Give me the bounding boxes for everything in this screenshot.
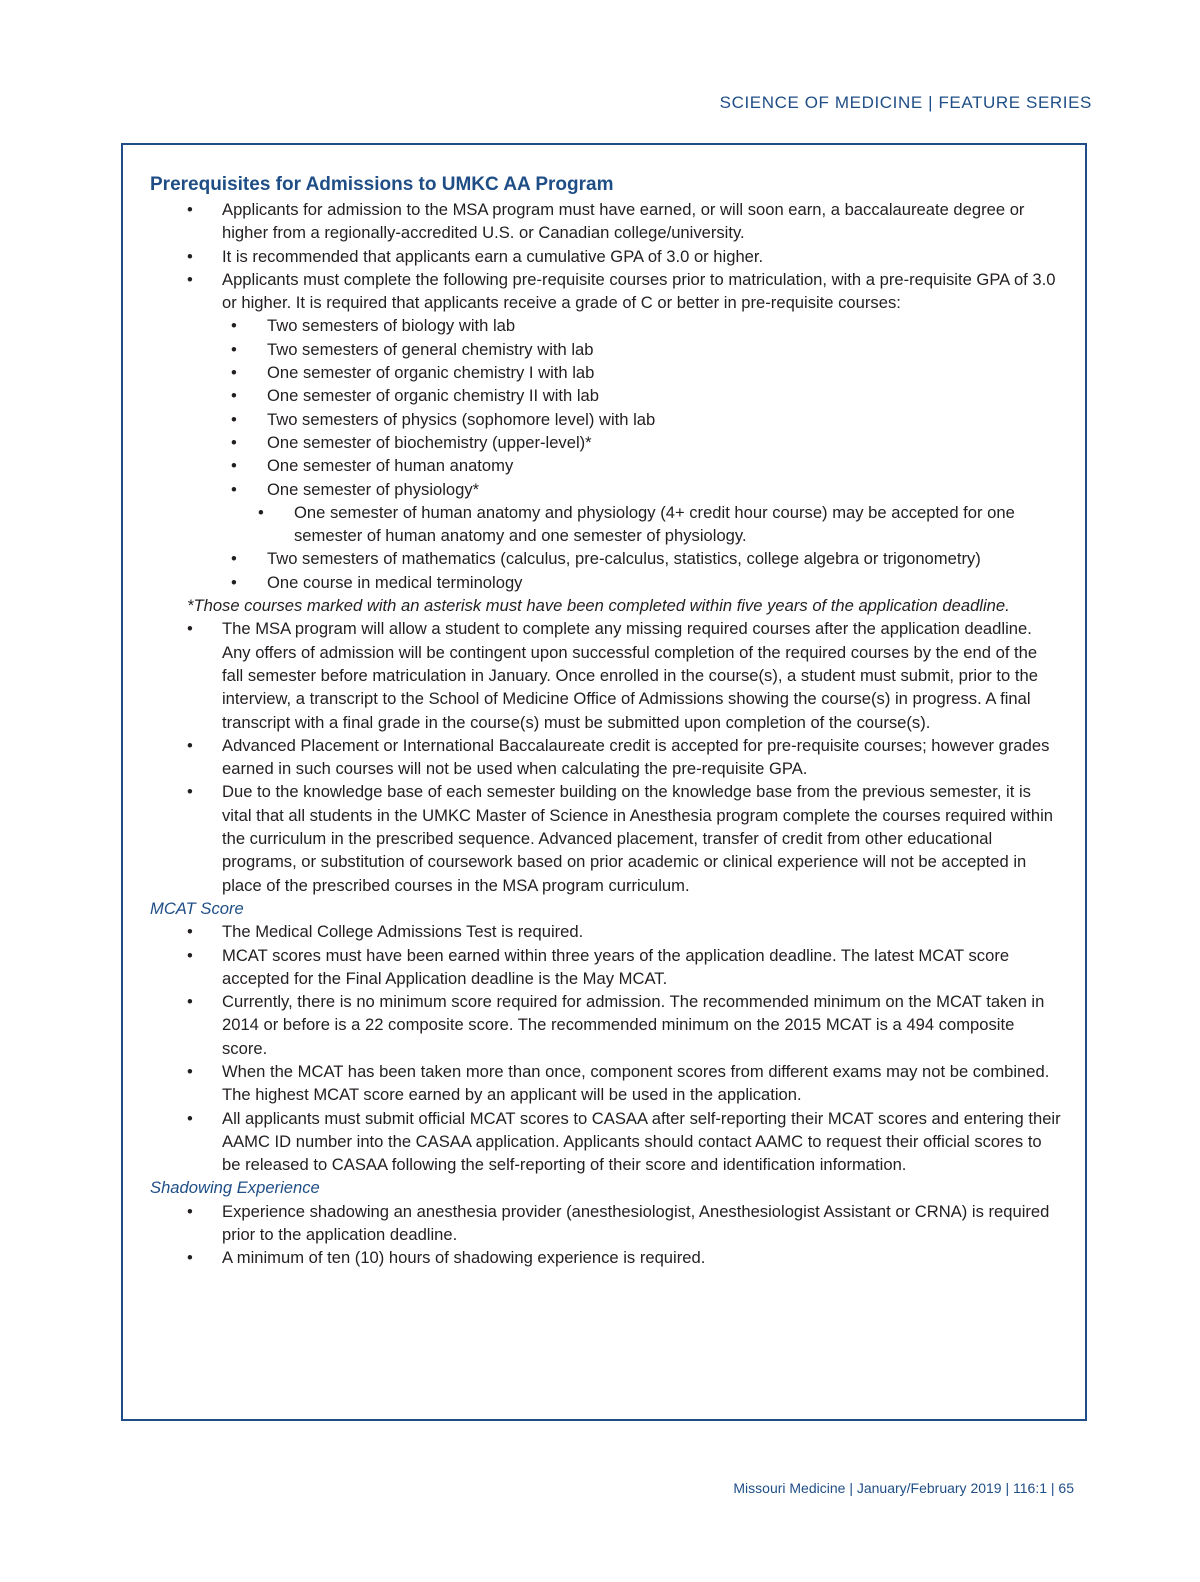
course-item: • Two semesters of general chemistry with lab	[150, 338, 1062, 361]
physiology-note: • One semester of human anatomy and physiology (4+ credit hour course) may be accepted for one semester of human anatomy and one semester of physiology.	[150, 501, 1062, 548]
list-item: • MCAT scores must have been earned within three years of the application deadline. The latest MCAT score accepted for the Final Application deadline is the May MCAT.	[150, 944, 1062, 991]
physiology-sub-list	[150, 501, 1062, 548]
course-item: • One semester of organic chemistry I with lab	[150, 361, 1062, 384]
course-item: • Two semesters of physics (sophomore level) with lab	[150, 408, 1062, 431]
list-item: • Due to the knowledge base of each semester building on the knowledge base from the previous semester, it is vital that all students in the UMKC Master of Science in Anesthesia program complete the courses required within the curriculum in the prescribed sequence. Advanced placement, transfer of credit from other educational programs, or substitution of coursework based on prior academic or clinical experience will not be accepted in place of the prescribed courses in the MSA program curriculum.	[150, 780, 1062, 896]
course-item: • Two semesters of biology with lab	[150, 314, 1062, 337]
prerequisites-top-list	[150, 198, 1062, 314]
feature-content	[150, 172, 1062, 1270]
course-list	[150, 314, 1062, 500]
course-item: • Two semesters of mathematics (calculus, pre-calculus, statistics, college algebra or trigonometry)	[150, 547, 1062, 570]
course-item: • One semester of human anatomy	[150, 454, 1062, 477]
page-footer: Missouri Medicine | January/February 2019 | 116:1 | 65	[733, 1480, 1074, 1496]
asterisk-note: *Those courses marked with an asterisk must have been completed within five years of the application deadline.	[187, 596, 1010, 616]
list-item: • It is recommended that applicants earn a cumulative GPA of 3.0 or higher.	[150, 245, 1062, 268]
list-item: • When the MCAT has been taken more than once, component scores from different exams may not be combined. The highest MCAT score earned by an applicant will be used in the application.	[150, 1060, 1062, 1107]
course-item: • One semester of physiology*	[150, 478, 1062, 501]
shadowing-title: Shadowing Experience	[150, 1178, 320, 1198]
list-item: • All applicants must submit official MCAT scores to CASAA after self-reporting their MCAT scores and entering their AAMC ID number into the CASAA application. Applicants should contact AAMC to request their official scores to be released to CASAA following the self-reporting of their score and identification information.	[150, 1107, 1062, 1177]
shadowing-list	[150, 1200, 1062, 1270]
prerequisites-title: Prerequisites for Admissions to UMKC AA Program	[150, 174, 614, 195]
feature-box	[121, 143, 1087, 1421]
list-item: • Currently, there is no minimum score required for admission. The recommended minimum on the MCAT taken in 2014 or before is a 22 composite score. The recommended minimum on the 2015 MCAT is a 494 composite score.	[150, 990, 1062, 1060]
list-item: • The Medical College Admissions Test is required.	[150, 920, 1062, 943]
mcat-list	[150, 920, 1062, 1176]
course-list-continued	[150, 547, 1062, 594]
list-item: • Advanced Placement or International Baccalaureate credit is accepted for pre-requisite courses; however grades earned in such courses will not be used when calculating the pre-requisite GPA.	[150, 734, 1062, 781]
list-item: • A minimum of ten (10) hours of shadowing experience is required.	[150, 1246, 1062, 1269]
course-item: • One semester of biochemistry (upper-level)*	[150, 431, 1062, 454]
running-header: SCIENCE OF MEDICINE | FEATURE SERIES	[719, 93, 1092, 112]
list-item: • Experience shadowing an anesthesia provider (anesthesiologist, Anesthesiologist Assistant or CRNA) is required prior to the application deadline.	[150, 1200, 1062, 1247]
list-item: • The MSA program will allow a student to complete any missing required courses after the application deadline. Any offers of admission will be contingent upon successful completion of the required courses by the end of the fall semester before matriculation in January. Once enrolled in the course(s), a student must submit, prior to the interview, a transcript to the School of Medicine Office of Admissions showing the course(s) in progress. A final transcript with a final grade in the course(s) must be submitted upon completion of the course(s).	[150, 617, 1062, 733]
course-item: • One course in medical terminology	[150, 571, 1062, 594]
mcat-title: MCAT Score	[150, 898, 244, 918]
list-item: • Applicants must complete the following pre-requisite courses prior to matriculation, with a pre-requisite GPA of 3.0 or higher. It is required that applicants receive a grade of C or better in pre-requisite courses:	[150, 268, 1062, 315]
course-item: • One semester of organic chemistry II with lab	[150, 384, 1062, 407]
list-item: • Applicants for admission to the MSA program must have earned, or will soon earn, a baccalaureate degree or higher from a regionally-accredited U.S. or Canadian college/university.	[150, 198, 1062, 245]
prerequisites-bottom-list	[150, 617, 1062, 897]
